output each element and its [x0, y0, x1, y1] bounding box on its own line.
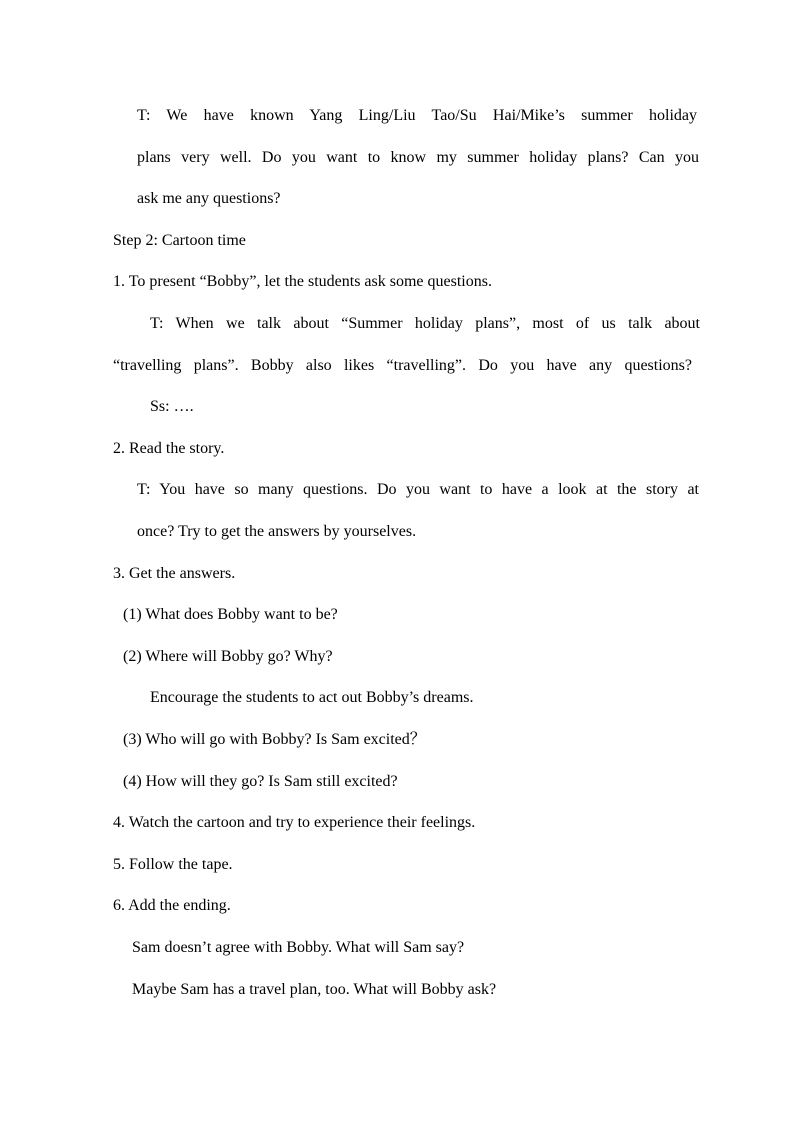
- list-item: 3. Get the answers.: [113, 565, 236, 582]
- sub-list-item: (2) Where will Bobby go? Why?: [123, 648, 333, 665]
- list-item: 4. Watch the cartoon and try to experience their feelings.: [113, 814, 476, 831]
- text-line: Sam doesn’t agree with Bobby. What will Sam say?: [132, 939, 465, 956]
- step-heading: Step 2: Cartoon time: [113, 232, 246, 249]
- list-item: 5. Follow the tape.: [113, 856, 233, 873]
- list-item: 2. Read the story.: [113, 440, 225, 457]
- text-line: ask me any questions?: [137, 190, 281, 207]
- sub-list-item: (1) What does Bobby want to be?: [123, 606, 338, 623]
- text-line: T: We have known Yang Ling/Liu Tao/Su Hai/Mike’s summer holiday: [137, 107, 697, 124]
- text-line: “travelling plans”. Bobby also likes “travelling”. Do you have any questions?: [113, 357, 692, 374]
- text-line: once? Try to get the answers by yourselves.: [137, 523, 417, 540]
- text-line: T: You have so many questions. Do you want to have a look at the story at: [137, 481, 699, 498]
- text-line: Ss: ….: [150, 398, 194, 415]
- list-item: 1. To present “Bobby”, let the students ask some questions.: [113, 273, 492, 290]
- text-line: Encourage the students to act out Bobby’s dreams.: [150, 689, 474, 706]
- text-line: T: When we talk about “Summer holiday plans”, most of us talk about: [150, 315, 700, 332]
- text-line: Maybe Sam has a travel plan, too. What will Bobby ask?: [132, 981, 497, 998]
- sub-list-item: (4) How will they go? Is Sam still excited?: [123, 773, 398, 790]
- text-line: plans very well. Do you want to know my summer holiday plans? Can you: [137, 149, 699, 166]
- list-item: 6. Add the ending.: [113, 897, 231, 914]
- sub-list-item: (3) Who will go with Bobby? Is Sam excited？: [123, 731, 426, 748]
